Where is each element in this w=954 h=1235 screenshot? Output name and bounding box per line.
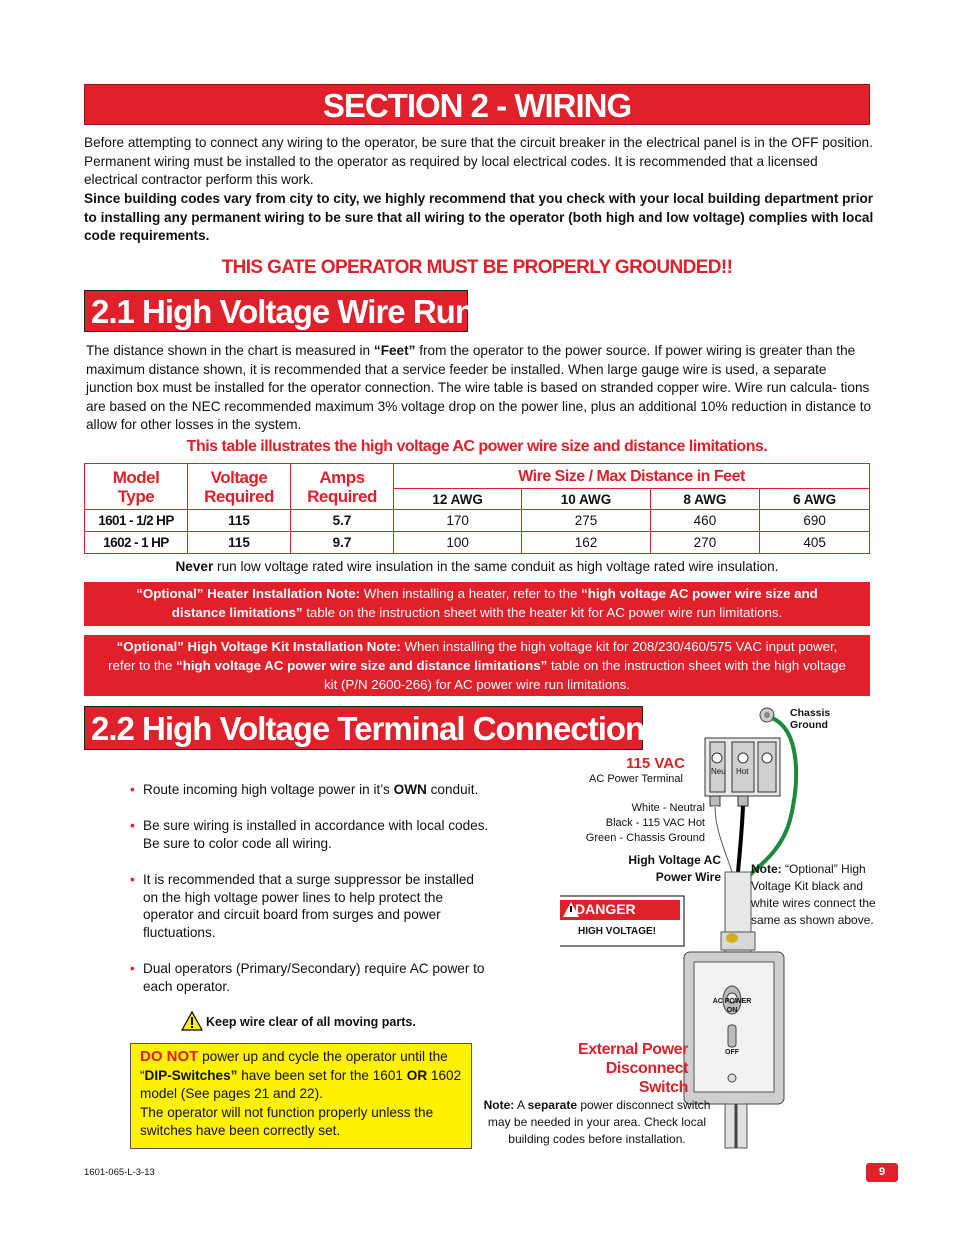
cell-distance: 162	[522, 532, 650, 554]
cell-distance: 170	[394, 510, 522, 532]
cell-distance: 460	[650, 510, 760, 532]
note-text: A	[514, 1098, 528, 1112]
cell-voltage: 115	[188, 532, 291, 554]
cell-distance: 275	[522, 510, 650, 532]
donot-bold: OR	[406, 1067, 428, 1083]
dip-switch-warning-box	[130, 1043, 472, 1149]
bullet-conduit: • Route incoming high voltage power in it’s OWN conduit.	[130, 782, 479, 797]
wire-runs-paragraph	[86, 342, 874, 435]
intro-bold-paragraph: Since building codes vary from city to city, we highly recommend that you check with your local building department prior to installing any permanent wiring to be sure that all wiring to the operator (both high and low voltage) complies with local code requirements.	[84, 191, 874, 243]
note-text: When installing a heater, refer to the	[360, 586, 582, 601]
note-text: “Optional” High Voltage Kit black and white wires connect the same as shown above.	[751, 862, 876, 927]
note-bold: “high voltage AC power wire size and distance limitations”	[176, 658, 548, 673]
cell-model: 1601 - 1/2 HP	[85, 510, 188, 532]
donot-lead: DO NOT	[140, 1048, 199, 1065]
donot-text: have been set for the 1601	[237, 1067, 407, 1083]
chassis-ground-label: Chassis Ground	[790, 707, 831, 731]
para-text-rest: from the operator to the power source. If power wiring is greater than the maximum distance shown, it is recommended that a service feeder be installed. When large gauge wire is used, a separate junction box must be installed for the operator connection. The wire table is based on stranded copper wire. Wire run calcula- tions are based on the NEC recommended maximum 3% voltage drop on the power line, plus an additional 10% reduction in distance to allow for other losses in the system.	[86, 343, 872, 432]
cell-distance: 405	[760, 532, 870, 554]
never-bold: Never	[175, 559, 214, 574]
hot-terminal-label: Hot	[736, 767, 749, 776]
header-gauge: 10 AWG	[522, 489, 650, 510]
section-title: SECTION 2 - WIRING	[322, 87, 632, 124]
bullet-text: Dual operators (Primary/Secondary) require AC power to each operator.	[143, 961, 485, 994]
ac-terminal-label: AC Power Terminal	[589, 773, 683, 785]
header-amps: Amps Required	[291, 464, 394, 510]
legend-white: White - Neutral	[631, 802, 705, 814]
table-row	[85, 532, 870, 554]
keep-clear-note: Keep wire clear of all moving parts.	[206, 1015, 416, 1029]
table-caption: This table illustrates the high voltage AC power wire size and distance limitations.	[186, 438, 768, 455]
note-lead: Note:	[751, 862, 782, 876]
never-text: run low voltage rated wire insulation in the same conduit as high voltage rated wire insulation.	[213, 559, 779, 574]
note-bold: “high voltage AC power wire size and distance limitations”	[171, 586, 818, 620]
wire-size-table	[84, 463, 870, 554]
donot-bold: DIP-Switches”	[144, 1067, 238, 1083]
note-lead: “Optional” Heater Installation Note:	[136, 586, 361, 601]
switch-on-label: ON	[726, 1007, 738, 1014]
hv-kit-wire-note	[751, 861, 876, 929]
note-text: table on the instruction sheet with the high voltage kit (P/N 2600-266) for AC power wire run limitations.	[324, 658, 846, 692]
header-wire-size: Wire Size / Max Distance in Feet	[394, 464, 870, 489]
para-feet: “Feet”	[373, 343, 416, 358]
note-lead: “Optional” High Voltage Kit Installation Note:	[116, 639, 401, 654]
donot-text: 1602 model (See pages 21 and 22).	[140, 1067, 462, 1101]
hv-wire-label: High Voltage AC Power Wire	[628, 853, 721, 884]
header-model: Model Type	[85, 464, 188, 510]
cell-amps: 5.7	[291, 510, 394, 532]
cell-distance: 100	[394, 532, 522, 554]
cell-distance: 690	[760, 510, 870, 532]
note-lead: Note:	[483, 1098, 515, 1112]
external-switch-label: External Power Disconnect Switch	[577, 1041, 688, 1096]
header-gauge: 6 AWG	[760, 489, 870, 510]
bullet-bold: OWN	[393, 782, 427, 797]
legend-green: Green - Chassis Ground	[585, 832, 705, 844]
table-row	[85, 510, 870, 532]
header-gauge: 8 AWG	[650, 489, 760, 510]
danger-label: DANGER	[575, 901, 636, 917]
bullet-codes: • Be sure wiring is installed in accordance with local codes. Be sure to color code all wiring.	[130, 818, 489, 851]
hv-kit-note	[84, 635, 870, 696]
bullet-surge: • It is recommended that a surge suppressor be installed on the high voltage power lines to help protect the operator and circuit board from surges and power fluctuations.	[130, 872, 474, 940]
document-code: 1601-065-L-3-13	[84, 1167, 155, 1178]
legend-black: Black - 115 VAC Hot	[605, 817, 705, 829]
note-text: power disconnect switch may be needed in your area. Check local building codes before installation.	[487, 1098, 711, 1146]
subsection-title-wire-runs: 2.1 High Voltage Wire Runs	[84, 290, 468, 332]
warning-icon	[181, 1011, 203, 1031]
donot-text: The operator will not function properly unless the switches have been correctly set.	[140, 1104, 434, 1138]
danger-subtext: HIGH VOLTAGE!	[578, 926, 656, 937]
switch-ac-power-label: AC POWER	[712, 998, 752, 1005]
cell-distance: 270	[650, 532, 760, 554]
page-number: 9	[866, 1163, 898, 1182]
bullet-text: conduit.	[426, 782, 479, 797]
cell-amps: 9.7	[291, 532, 394, 554]
bullet-text: It is recommended that a surge suppressor be installed on the high voltage power lines to help protect the operator and circuit board from surges and power fluctuations.	[143, 872, 474, 940]
bullet-text: Route incoming high voltage power in it’s	[143, 782, 394, 797]
bullet-text: Be sure wiring is installed in accordance with local codes. Be sure to color code all wiring.	[143, 818, 489, 851]
vac-label: 115 VAC	[626, 755, 685, 772]
separate-switch-note	[478, 1097, 716, 1148]
neutral-terminal-label: Neu	[711, 767, 726, 776]
note-bold: separate	[527, 1098, 577, 1112]
donot-text: power up and cycle the operator until the “	[140, 1049, 448, 1083]
subsection-title-terminal: 2.2 High Voltage Terminal Connections	[84, 706, 643, 750]
switch-off-label: OFF	[725, 1049, 739, 1056]
wire-color-legend	[560, 801, 705, 846]
header-voltage: Voltage Required	[188, 464, 291, 510]
bullet-dual: • Dual operators (Primary/Secondary) require AC power to each operator.	[130, 961, 485, 994]
cell-voltage: 115	[188, 510, 291, 532]
heater-note	[84, 582, 870, 626]
note-text: When installing the high voltage kit for 208/230/460/575 VAC input power, refer to the	[108, 639, 838, 673]
para-text: The distance shown in the chart is measured in	[86, 343, 374, 358]
cell-model: 1602 - 1 HP	[85, 532, 188, 554]
header-gauge: 12 AWG	[394, 489, 522, 510]
grounded-warning: THIS GATE OPERATOR MUST BE PROPERLY GROUNDED!!	[221, 257, 733, 278]
note-text: table on the instruction sheet with the heater kit for AC power wire run limitations.	[302, 605, 783, 620]
section-banner	[84, 84, 870, 125]
intro-paragraph: Before attempting to connect any wiring to the operator, be sure that the circuit breaker in the electrical panel is in the OFF position. Permanent wiring must be installed to the operator as required by local electrical codes. It is recommended that a licensed electrical contractor perform this work.	[84, 135, 873, 187]
never-note	[0, 559, 954, 574]
